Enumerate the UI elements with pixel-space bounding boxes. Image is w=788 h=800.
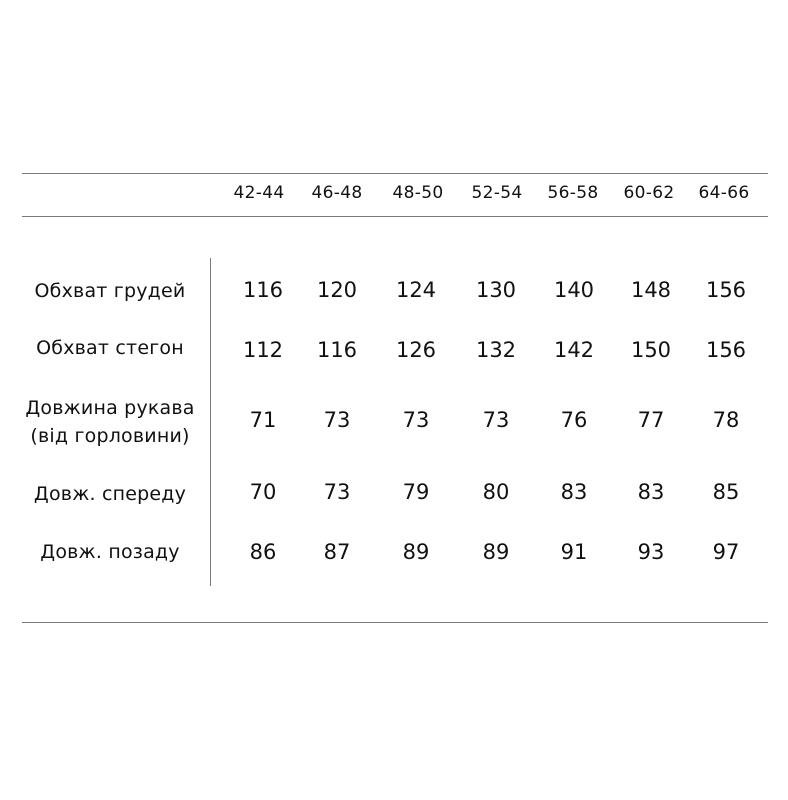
table-cell: 91 — [560, 540, 588, 564]
size-header-2: 46-48 — [311, 183, 363, 203]
table-cell: 76 — [560, 408, 588, 432]
table-cell: 86 — [249, 540, 277, 564]
table-cell: 89 — [482, 540, 510, 564]
table-cell: 142 — [553, 338, 595, 362]
row-label-front-length: Довж. спереду — [33, 483, 187, 505]
table-cell: 83 — [560, 480, 588, 504]
table-cell: 85 — [712, 480, 740, 504]
table-cell: 150 — [630, 338, 672, 362]
table-cell: 124 — [395, 278, 437, 302]
table-cell: 156 — [705, 278, 747, 302]
table-cell: 126 — [395, 338, 437, 362]
row-label-chest: Обхват грудей — [34, 280, 186, 302]
table-cell: 116 — [316, 338, 358, 362]
header-rule — [22, 216, 768, 217]
table-cell: 71 — [249, 408, 277, 432]
table-cell: 116 — [242, 278, 284, 302]
table-cell: 93 — [637, 540, 665, 564]
row-label-back-length: Довж. позаду — [40, 541, 180, 563]
table-cell: 78 — [712, 408, 740, 432]
row-label-sleeve: Довжина рукава (від горловини) — [25, 397, 195, 447]
table-cell: 80 — [482, 480, 510, 504]
top-rule — [22, 173, 768, 174]
table-cell: 70 — [249, 480, 277, 504]
table-cell: 89 — [402, 540, 430, 564]
row-label-hips: Обхват стегон — [36, 337, 184, 359]
table-cell: 73 — [323, 480, 351, 504]
table-cell: 148 — [630, 278, 672, 302]
table-cell: 77 — [637, 408, 665, 432]
table-cell: 79 — [402, 480, 430, 504]
table-cell: 83 — [637, 480, 665, 504]
table-cell: 87 — [323, 540, 351, 564]
table-cell: 130 — [475, 278, 517, 302]
bottom-rule — [22, 622, 768, 623]
table-cell: 140 — [553, 278, 595, 302]
table-cell: 73 — [482, 408, 510, 432]
size-header-6: 60-62 — [623, 183, 675, 203]
table-cell: 73 — [323, 408, 351, 432]
size-header-4: 52-54 — [471, 183, 523, 203]
size-header-5: 56-58 — [547, 183, 599, 203]
size-header-3: 48-50 — [392, 183, 444, 203]
table-cell: 156 — [705, 338, 747, 362]
table-cell: 112 — [242, 338, 284, 362]
table-cell: 120 — [316, 278, 358, 302]
table-cell: 73 — [402, 408, 430, 432]
table-cell: 97 — [712, 540, 740, 564]
size-header-7: 64-66 — [698, 183, 750, 203]
vertical-divider — [210, 258, 211, 586]
size-header-1: 42-44 — [233, 183, 285, 203]
table-cell: 132 — [475, 338, 517, 362]
